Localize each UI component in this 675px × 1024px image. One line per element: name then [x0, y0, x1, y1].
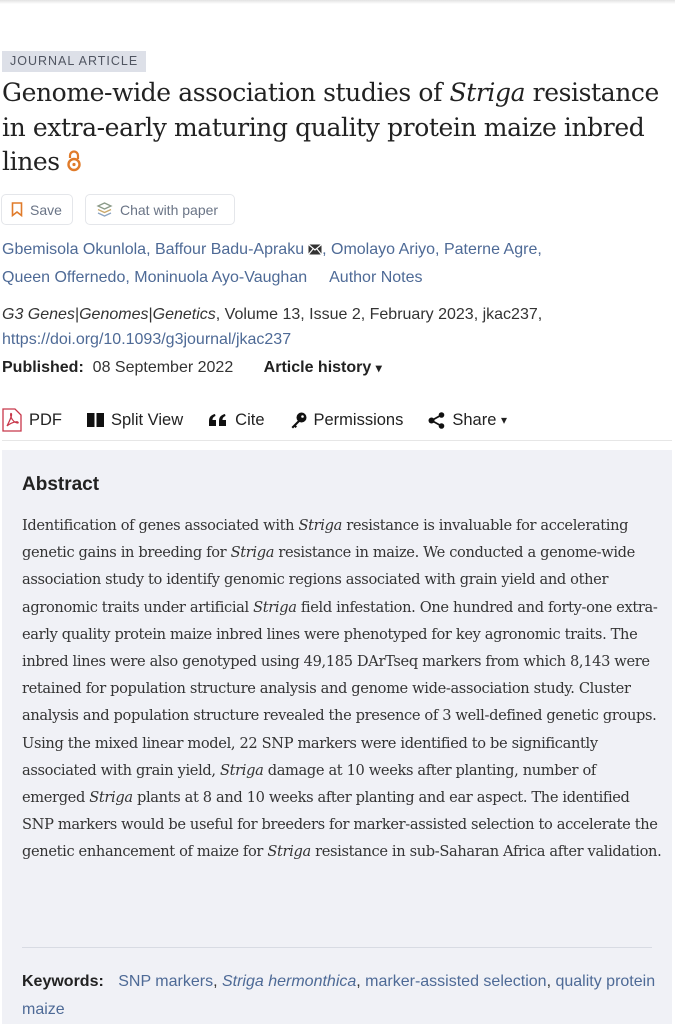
- save-label: Save: [30, 201, 62, 218]
- toolbar-divider: [2, 440, 672, 441]
- doi-link[interactable]: https://doi.org/10.1093/g3journal/jkac237: [2, 331, 292, 348]
- chat-label: Chat with paper: [120, 201, 219, 218]
- save-button[interactable]: [1, 194, 73, 225]
- abstract-divider: [22, 947, 652, 948]
- split-view-button[interactable]: [87, 411, 183, 430]
- bookmark-icon: [11, 202, 23, 217]
- journal-separator: |: [74, 306, 80, 323]
- article-type-badge: JOURNAL ARTICLE: [2, 51, 146, 72]
- split-view-label: Split View: [111, 410, 184, 429]
- abstract-segment: field infestation. One hundred and forty-one extra-early quality protein maize inbred lines were phenotyped for key agronomic traits. The inbred lines were also genotyped using 49,185 DArTseq markers from which 8,143 were retained for population structure analysis and genome wide-association study. Cluster analysis and population structure revealed the presence of 3 well-defined genetic groups. Using the mixed linear model, 22 SNP markers were identified to be significantly associated with grain yield,: [22, 598, 658, 779]
- share-label: Share: [452, 410, 497, 429]
- keyword-link[interactable]: Striga hermonthica: [221, 973, 357, 990]
- caret-down-icon: ▾: [375, 361, 382, 375]
- author-link[interactable]: Moninuola Ayo-Vaughan: [134, 269, 308, 286]
- chat-layers-icon: [96, 201, 113, 218]
- journal-name-a: G3 Genes: [2, 306, 75, 323]
- abstract-section: [2, 450, 672, 1024]
- article-history-label: Article history: [263, 359, 372, 376]
- permissions-button[interactable]: [290, 411, 404, 430]
- citation-details: , Volume 13, Issue 2, February 2023, jkac237,: [215, 306, 543, 323]
- abstract-italic: Striga: [267, 843, 311, 861]
- pdf-label: PDF: [29, 410, 62, 429]
- article-toolbar: [2, 406, 532, 434]
- email-icon[interactable]: [308, 244, 322, 255]
- title-part1: Genome-wide association studies of: [2, 78, 450, 107]
- cite-label: Cite: [235, 410, 265, 429]
- pdf-icon: [2, 408, 22, 432]
- key-icon: [290, 412, 307, 429]
- keyword-link[interactable]: SNP markers: [118, 973, 214, 990]
- author-notes-link[interactable]: Author Notes: [329, 269, 423, 286]
- abstract-italic: Striga: [253, 598, 297, 616]
- keyword-link[interactable]: quality protein maize: [22, 973, 656, 1018]
- title-italic: Striga: [449, 78, 526, 107]
- keyword-link[interactable]: marker-assisted selection: [365, 973, 547, 990]
- abstract-italic: Striga: [298, 517, 342, 534]
- abstract-segment: resistance in sub-Saharan Africa after validation.: [310, 843, 662, 861]
- abstract-segment: plants at 8 and 10 weeks after planting and ear aspect. The identified SNP markers would be useful for breeders for marker-assisted selection to accelerate the genetic enhancement of maize for: [22, 789, 658, 861]
- citation: [2, 302, 667, 352]
- author-link[interactable]: [155, 241, 322, 258]
- abstract-segment: damage at 10 weeks after planting, number of emerged: [22, 761, 596, 807]
- title-part2: resistance in extra-early maturing quality protein maize inbred lines: [2, 78, 659, 176]
- caret-down-icon: ▾: [500, 413, 508, 427]
- author-link[interactable]: Gbemisola Okunlola: [2, 241, 147, 258]
- abstract-italic: Striga: [219, 761, 264, 779]
- top-shadow: [0, 0, 675, 4]
- journal-name-c: Genetics: [152, 306, 216, 323]
- published-row: [2, 356, 382, 380]
- share-button[interactable]: [428, 411, 507, 430]
- cite-button[interactable]: [208, 411, 264, 430]
- abstract-italic: Striga: [89, 789, 133, 807]
- author-name: Baffour Badu-Apraku: [154, 241, 305, 258]
- abstract-text: [22, 512, 662, 866]
- keywords-label: Keywords:: [22, 973, 104, 990]
- abstract-segment: resistance is invaluable for accelerating genetic gains in breeding for: [22, 517, 629, 562]
- article-title: [2, 76, 667, 180]
- published-label: Published:: [2, 359, 84, 376]
- keywords: Keywords: SNP markers, Striga hermonthica, marker-assisted selection, quality protein maize: [22, 973, 656, 1018]
- journal-name-b: Genomes: [79, 306, 149, 323]
- abstract-italic: Striga: [230, 544, 275, 562]
- abstract-heading: Abstract: [22, 474, 100, 495]
- abstract-segment: Identification of genes associated with: [22, 517, 299, 534]
- published-date: 08 September 2022: [92, 359, 234, 376]
- chat-with-paper-button[interactable]: [85, 194, 235, 225]
- share-icon: [428, 412, 445, 429]
- author-list: Gbemisola Okunlola, Baffour Badu-Apraku , Omolayo Ariyo, Paterne Agre, Queen Offernedo, Moninuola Ayo-Vaughan Author Notes: [2, 241, 542, 286]
- author-link[interactable]: Paterne Agre: [443, 241, 538, 258]
- open-access-icon: [66, 149, 82, 173]
- quote-icon: [208, 413, 228, 427]
- split-view-icon: [87, 413, 104, 427]
- permissions-label: Permissions: [313, 410, 404, 429]
- author-link[interactable]: Queen Offernedo: [2, 269, 126, 286]
- journal-separator: |: [148, 306, 153, 323]
- author-link[interactable]: Omolayo Ariyo: [331, 241, 436, 258]
- abstract-segment: resistance in maize. We conducted a genome-wide association study to identify genomic regions associated with grain yield and other agronomic traits under artificial: [22, 544, 635, 616]
- pdf-button[interactable]: [2, 408, 62, 432]
- article-history-toggle[interactable]: [264, 359, 382, 376]
